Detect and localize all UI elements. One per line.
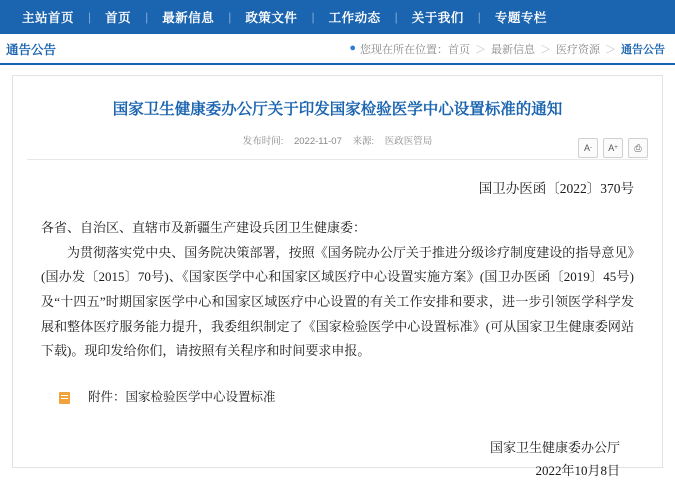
article-title: 国家卫生健康委办公厅关于印发国家检验医学中心设置标准的通知	[112, 101, 563, 118]
font-increase-label: A	[608, 142, 615, 153]
document-signoff	[41, 436, 634, 483]
print-icon: ⎙	[634, 142, 642, 153]
breadcrumb-current: 通告公告	[621, 43, 665, 56]
location-pin-icon: ●	[349, 42, 356, 54]
attachment-icon	[59, 392, 70, 404]
attachment-row[interactable]	[41, 386, 634, 410]
source-label: 来源:	[352, 136, 375, 148]
breadcrumb-separator: ＞	[540, 43, 551, 56]
nav-separator: |	[145, 10, 149, 24]
attachment-label[interactable]: 附件：国家检验医学中心设置标准	[88, 390, 276, 405]
breadcrumb-item-medical-resources[interactable]: 医疗资源	[556, 43, 600, 56]
document-number: 国卫办医函〔2022〕370号	[478, 181, 634, 197]
document-body	[13, 176, 662, 482]
font-decrease-label: A	[583, 142, 590, 153]
source-value: 医政医管局	[384, 136, 433, 148]
title-divider	[27, 159, 648, 160]
nav-item-latest-news[interactable]: 最新信息	[162, 11, 215, 25]
nav-item-home[interactable]: 首页	[105, 11, 132, 25]
breadcrumb-bar	[0, 34, 675, 65]
article-meta	[13, 133, 662, 147]
signature-organization: 国家卫生健康委办公厅	[489, 439, 620, 455]
nav-item-work-updates[interactable]: 工作动态	[328, 11, 381, 25]
document-salutation: 各省、自治区、直辖市及新疆生产建设兵团卫生健康委：	[41, 219, 367, 235]
publish-time-value: 2022-11-07	[293, 136, 342, 148]
font-increase-button[interactable]	[603, 138, 623, 158]
publish-time-label: 发布时间:	[242, 136, 284, 148]
font-increase-sup: +	[614, 145, 618, 151]
section-title: 通告公告	[6, 42, 57, 57]
breadcrumb-item-latest-news[interactable]: 最新信息	[491, 43, 535, 56]
nav-separator: |	[88, 10, 92, 24]
nav-separator: |	[394, 10, 398, 24]
article-card	[12, 75, 663, 479]
breadcrumb-separator: ＞	[605, 43, 616, 56]
breadcrumb-item-home[interactable]: 首页	[448, 43, 470, 56]
nav-separator: |	[311, 10, 315, 24]
breadcrumb	[349, 41, 665, 57]
top-navigation-bar	[0, 0, 675, 34]
nav-item-policy-documents[interactable]: 政策文件	[245, 11, 298, 25]
nav-item-main-home[interactable]: 主站首页	[22, 11, 75, 25]
nav-item-special-columns[interactable]: 专题专栏	[494, 11, 547, 25]
breadcrumb-separator: ＞	[475, 43, 486, 56]
font-decrease-button[interactable]	[578, 138, 598, 158]
breadcrumb-prefix: 您现在所在位置：	[360, 43, 448, 56]
nav-separator: |	[228, 10, 232, 24]
nav-item-about-us[interactable]: 关于我们	[411, 11, 464, 25]
nav-separator: |	[477, 10, 481, 24]
print-button[interactable]	[628, 138, 648, 158]
article-tools	[578, 138, 648, 158]
document-paragraph: 为贯彻落实党中央、国务院决策部署，按照《国务院办公厅关于推进分级诊疗制度建设的指导意见》(国办发〔2015〕70号)、《国家医学中心和国家区域医疗中心设置实施方案》(国卫办医函〔2019〕45号)及“十四五”时期国家医学中心和国家区域医疗中心设置的有关工作安排和要求，进一步引领医学科学发展和整体医疗服务能力提升，我委组织制定了《国家检验医学中心设置标准》(可从国家卫生健康委网站下载)。现印发给你们，请按照有关程序和时间要求申报。	[41, 244, 634, 359]
signature-date: 2022年10月8日	[535, 463, 620, 479]
font-decrease-sup: -	[590, 145, 592, 151]
